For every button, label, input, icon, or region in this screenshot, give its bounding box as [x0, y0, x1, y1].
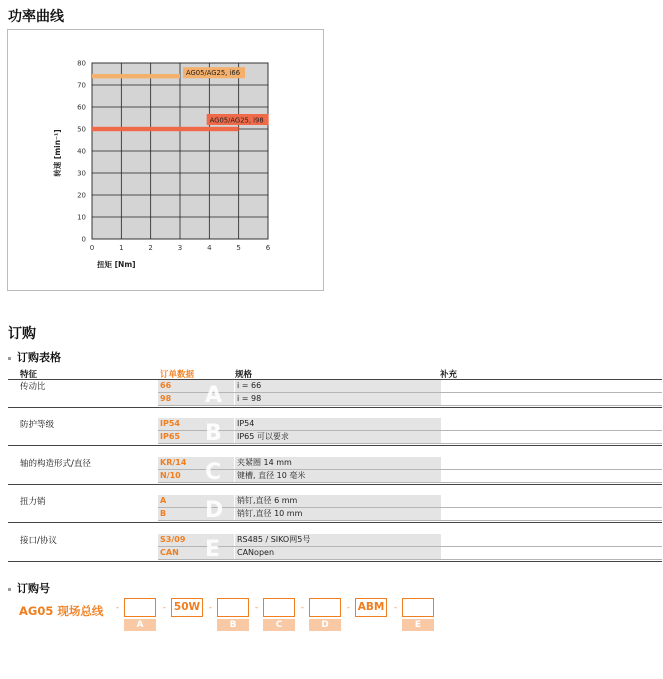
- order-code-label: AG05 现场总线: [19, 604, 104, 618]
- spec-cell: i = 66: [235, 380, 441, 392]
- order-code-separator: -: [394, 603, 397, 612]
- power-curve-title: 功率曲线: [8, 9, 64, 25]
- bullet-square-icon: [8, 588, 11, 591]
- row-divider: [158, 559, 662, 560]
- x-tick-label: 0: [89, 244, 95, 252]
- group-letter: D: [205, 498, 224, 523]
- y-tick-label: 30: [77, 169, 86, 178]
- order-code-cell: 98: [158, 393, 234, 405]
- order-code-tab: C: [263, 619, 295, 631]
- order-code-cell: 66: [158, 380, 234, 392]
- x-tick-label: 3: [177, 244, 183, 252]
- order-table-title: [8, 349, 61, 365]
- series-label: AG05/AG25, i66: [186, 69, 241, 78]
- feature-label: 防护等级: [20, 420, 55, 430]
- y-tick-label: 80: [77, 59, 86, 68]
- y-axis-label: 转速 [min⁻¹]: [53, 129, 62, 177]
- order-code-fixed-box: ABM: [355, 598, 387, 617]
- order-code-separator: -: [255, 603, 258, 612]
- order-title: 订购: [8, 326, 36, 342]
- order-code-cell: IP54: [158, 418, 234, 430]
- x-tick-label: 1: [119, 244, 124, 252]
- order-code-separator: -: [209, 603, 212, 612]
- table-group: [8, 380, 662, 408]
- row-divider: [158, 520, 662, 521]
- table-group: [8, 534, 662, 562]
- feature-label: 接口/协议: [20, 536, 57, 546]
- order-code-input-box[interactable]: [124, 598, 156, 617]
- group-divider: [8, 484, 662, 485]
- group-letter: E: [205, 537, 221, 562]
- group-divider: [8, 561, 662, 562]
- y-tick-label: 50: [77, 125, 86, 134]
- power-curve-chart: [7, 29, 324, 291]
- group-divider: [8, 522, 662, 523]
- x-axis-label: 扭矩 [Nm]: [97, 260, 136, 269]
- group-letter: B: [205, 421, 222, 446]
- spec-cell: 夹紧圈 14 mm: [235, 457, 441, 469]
- header-order-data: 订单数据: [160, 370, 195, 380]
- order-code-fixed-box: 50W: [171, 598, 203, 617]
- row-divider: [158, 443, 662, 444]
- series-line: [92, 127, 239, 131]
- order-code-cell: B: [158, 508, 234, 520]
- spec-cell: 销钉,直径 10 mm: [235, 508, 441, 520]
- x-tick-label: 6: [265, 244, 271, 252]
- order-code-cell: CAN: [158, 547, 234, 559]
- header-spec: 规格: [235, 370, 253, 380]
- x-tick-label: 4: [207, 244, 212, 252]
- x-tick-label: 5: [236, 244, 241, 252]
- order-code-cell: S3/09: [158, 534, 234, 546]
- order-code-input-box[interactable]: [263, 598, 295, 617]
- y-tick-label: 10: [77, 213, 86, 222]
- table-group: [8, 457, 662, 485]
- spec-cell: 销钉,直径 6 mm: [235, 495, 441, 507]
- spec-cell: 键槽, 直径 10 毫米: [235, 470, 441, 482]
- table-group: [8, 495, 662, 523]
- order-code-input-box[interactable]: [217, 598, 249, 617]
- order-code-title: [8, 580, 50, 596]
- order-code-cell: N/10: [158, 470, 234, 482]
- order-code-input-box[interactable]: [402, 598, 434, 617]
- group-divider: [8, 445, 662, 446]
- order-code-separator: -: [116, 603, 119, 612]
- order-code-tab: D: [309, 619, 341, 631]
- spec-cell: CANopen: [235, 547, 441, 559]
- row-divider: [158, 482, 662, 483]
- row-divider: [158, 405, 662, 406]
- y-tick-label: 20: [77, 191, 86, 200]
- order-code-cell: IP65: [158, 431, 234, 443]
- order-code-tab: A: [124, 619, 156, 631]
- order-code-title-text: 订购号: [17, 582, 50, 595]
- x-tick-label: 2: [148, 244, 153, 252]
- group-divider: [8, 407, 662, 408]
- order-code-separator: -: [163, 603, 166, 612]
- feature-label: 轴的构造形式/直径: [20, 459, 91, 469]
- series-line: [92, 74, 180, 78]
- order-code-input-box[interactable]: [309, 598, 341, 617]
- group-letter: A: [205, 383, 223, 408]
- feature-label: 扭力销: [20, 497, 46, 507]
- y-tick-label: 40: [77, 147, 86, 156]
- y-tick-label: 0: [81, 235, 86, 244]
- group-letter: C: [205, 460, 222, 485]
- order-code-separator: -: [301, 603, 304, 612]
- header-feature: 特征: [20, 370, 38, 380]
- spec-cell: IP54: [235, 418, 441, 430]
- y-tick-label: 70: [77, 81, 86, 90]
- order-code-separator: -: [347, 603, 350, 612]
- spec-cell: i = 98: [235, 393, 441, 405]
- series-label: AG05/AG25, i98: [209, 116, 264, 125]
- power-curve-svg: [8, 30, 325, 292]
- order-code-tab: B: [217, 619, 249, 631]
- spec-cell: RS485 / SIKO网5号: [235, 534, 441, 546]
- spec-cell: IP65 可以要求: [235, 431, 441, 443]
- order-table-title-text: 订购表格: [17, 351, 61, 364]
- header-supplement: 补充: [440, 370, 458, 380]
- bullet-square-icon: [8, 357, 11, 360]
- order-code-cell: KR/14: [158, 457, 234, 469]
- y-tick-label: 60: [77, 103, 86, 112]
- order-code-cell: A: [158, 495, 234, 507]
- feature-label: 传动比: [20, 382, 46, 392]
- table-group: [8, 418, 662, 446]
- order-code-tab: E: [402, 619, 434, 631]
